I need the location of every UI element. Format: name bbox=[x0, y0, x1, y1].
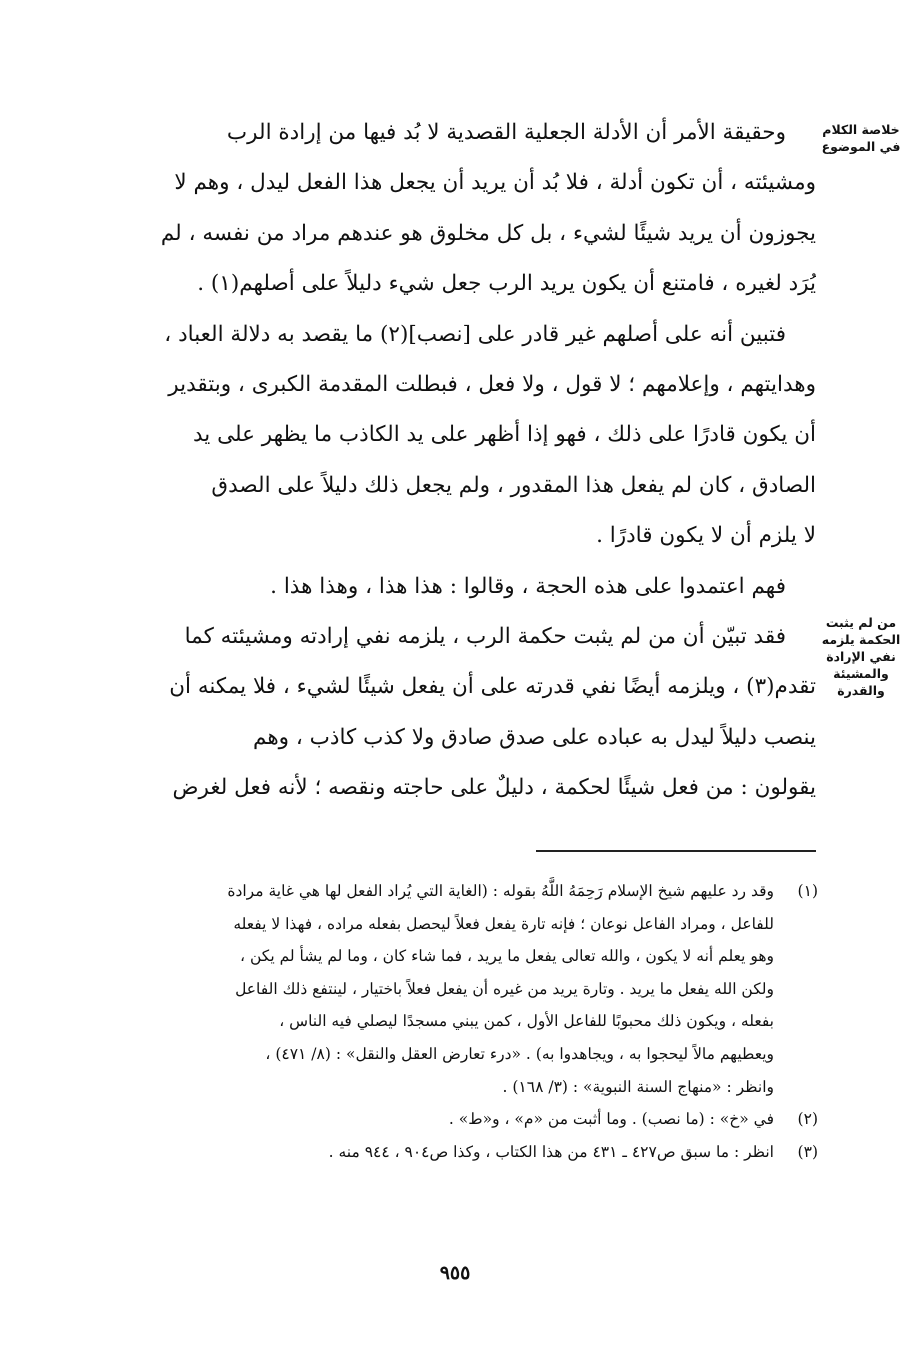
text-line: وحقيقة الأمر أن الأدلة الجعلية القصدية لا بُد فيها من إرادة الرب bbox=[226, 120, 786, 145]
text-line: أن يكون قادرًا على ذلك ، فهو إذا أظهر على يد الكاذب ما يظهر على يد bbox=[192, 422, 816, 448]
footnote-line: للفاعل ، ومراد الفاعل نوعان ؛ فإنه تارة يفعل فعلاً ليحصل بفعله مراده ، فهذا لا يفعله bbox=[233, 914, 774, 933]
paragraph-2 bbox=[100, 310, 816, 562]
footnote-line: انظر : ما سبق ص٤٢٧ ـ ٤٣١ من هذا الكتاب ، وكذا ص٩٠٤ ، ٩٤٤ منه . bbox=[328, 1142, 774, 1161]
paragraph-3 bbox=[100, 562, 816, 612]
text-line: يجوزون أن يريد شيئًا لشيء ، بل كل مخلوق هو عندهم مراد من نفسه ، لم bbox=[160, 220, 816, 246]
page-number: ٩٥٥ bbox=[439, 1262, 471, 1284]
footnote-separator bbox=[536, 850, 816, 852]
text-line: ينصب دليلاً ليدل به عباده على صدق صادق ولا كذب كاذب ، وهم bbox=[253, 724, 816, 750]
footnote-2 bbox=[100, 1103, 818, 1136]
footnote-3 bbox=[100, 1136, 818, 1169]
footnotes bbox=[100, 875, 818, 1168]
text-line: ومشيئته ، أن تكون أدلة ، فلا بُد أن يريد أن يجعل هذا الفعل ليدل ، وهم لا bbox=[174, 170, 816, 196]
text-line: يُرَد لغيره ، فامتنع أن يكون يريد الرب جعل شيء دليلاً على أصلهم(١) . bbox=[197, 271, 816, 297]
paragraph-1 bbox=[100, 108, 816, 310]
main-text bbox=[100, 108, 816, 813]
footnote-line: وانظر : «منهاج السنة النبوية» : (٣/ ١٦٨) . bbox=[502, 1077, 774, 1096]
footnote-line: وقد رد عليهم شيخ الإسلام رَحِمَهُ اللَّهُ بقوله : (الغاية التي يُراد الفعل لها هي غاية مرادة bbox=[227, 882, 774, 900]
margin-note-summary: خلاصة الكلام في الموضوع bbox=[821, 122, 901, 154]
paragraph-4 bbox=[100, 612, 816, 814]
text-line: وهدايتهم ، وإعلامهم ؛ لا قول ، ولا فعل ، فبطلت المقدمة الكبرى ، وبتقدير bbox=[168, 371, 816, 397]
footnote-text bbox=[100, 1103, 774, 1136]
text-line: لا يلزم أن لا يكون قادرًا . bbox=[596, 523, 816, 549]
text-line: يقولون : من فعل شيئًا لحكمة ، دليلٌ على حاجته ونقصه ؛ لأنه فعل لغرض bbox=[172, 775, 816, 801]
text-line: فتبين أنه على أصلهم غير قادر على [نصب](٢) ما يقصد به دلالة العباد ، bbox=[164, 321, 786, 347]
footnote-text bbox=[100, 875, 774, 1103]
text-line: الصادق ، كان لم يفعل هذا المقدور ، ولم يجعل ذلك دليلاً على الصدق bbox=[211, 472, 816, 498]
footnote-1 bbox=[100, 875, 818, 1103]
margin-note-wisdom: من لم يثبت الحكمة يلزمه نفي الإرادة والمشيئة والقدرة bbox=[821, 615, 901, 698]
footnote-text bbox=[100, 1136, 774, 1169]
footnote-line: في «خ» : (ما نصب) . وما أثبت من «م» ، و«ط» . bbox=[448, 1110, 774, 1129]
footnote-number: (٣) bbox=[797, 1142, 818, 1161]
text-line: فقد تبيّن أن من لم يثبت حكمة الرب ، يلزمه نفي إرادته ومشيئته كما bbox=[184, 623, 786, 649]
footnote-line: وهو يعلم أنه لا يكون ، والله تعالى يفعل ما يريد ، فما شاء كان ، وما لم يشأ لم يكن ، bbox=[240, 947, 774, 966]
footnote-line: ويعطيهم مالاً ليحجوا به ، ويجاهدوا به) . «درء تعارض العقل والنقل» : (٨/ ٤٧١) ، bbox=[265, 1044, 774, 1063]
footnote-line: بفعله ، ويكون ذلك محبوبًا للفاعل الأول ، كمن يبني مسجدًا ليصلي فيه الناس ، bbox=[279, 1012, 774, 1031]
footnote-number: (١) bbox=[797, 882, 818, 900]
footnote-line: ولكن الله يفعل ما يريد . وتارة يريد من غيره أن يفعل فعلاً باختيار ، لينتفع ذلك الفاعل bbox=[235, 979, 774, 998]
text-line: فهم اعتمدوا على هذه الحجة ، وقالوا : هذا هذا ، وهذا هذا . bbox=[270, 573, 786, 599]
text-line: تقدم(٣) ، ويلزمه أيضًا نفي قدرته على أن يفعل شيئًا لشيء ، فلا يمكنه أن bbox=[169, 674, 816, 700]
footnote-number: (٢) bbox=[797, 1110, 818, 1129]
